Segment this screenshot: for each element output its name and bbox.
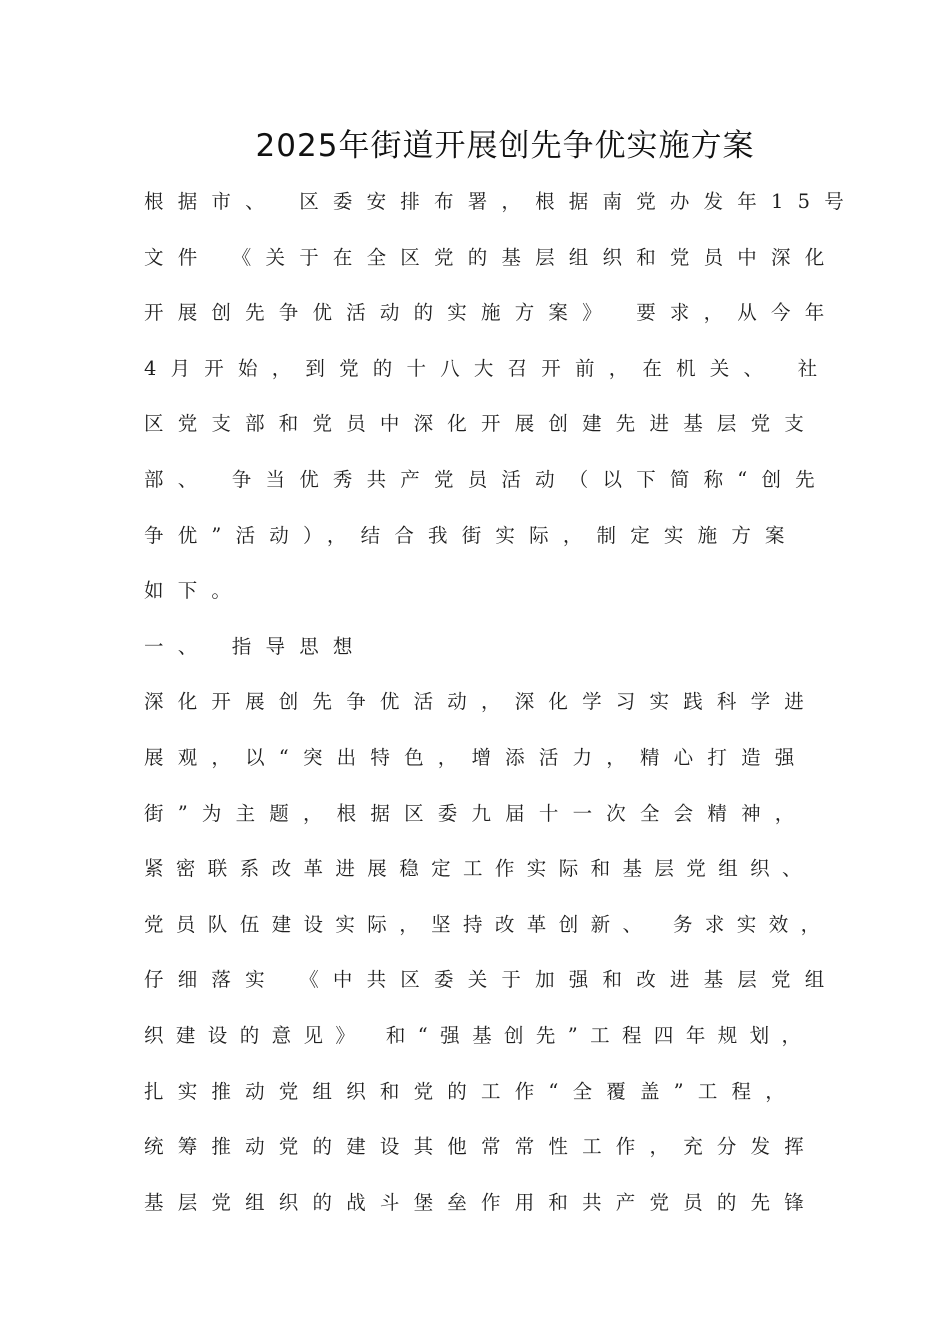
body-line: 统筹推动党的建设其他常常性工作，充分发挥 (144, 1135, 819, 1159)
body-line: 扎实推动党组织和党的工作“全覆盖”工程， (144, 1079, 799, 1103)
body-line: 织建设的意见》 和“强基创先”工程四年规划， (144, 1023, 814, 1047)
body-line: 部、 争当优秀共产党员活动（以下简称“创先 (144, 467, 829, 491)
body-line: 党员队伍建设实际，坚持改革创新、 务求实效， (144, 912, 833, 936)
body-line: 如下。 (144, 579, 246, 603)
body-line: 文件 《关于在全区党的基层组织和党员中深化 (144, 245, 839, 269)
body-line: 开展创先争优活动的实施方案》 要求，从今年 (144, 301, 839, 325)
document-title: 2025年街道开展创先争优实施方案 (255, 128, 755, 164)
body-line: 根据市、 区委安排布署，根据南党办发年15号 (144, 190, 858, 213)
body-line: 基层党组织的战斗堡垒作用和共产党员的先锋 (144, 1190, 819, 1214)
body-line: 4月开始，到党的十八大召开前，在机关、 社 (144, 356, 832, 380)
body-line: 仔细落实 《中共区委关于加强和改进基层党组 (144, 968, 839, 992)
document-body (144, 182, 858, 1238)
body-line: 争优”活动），结合我街实际，制定实施方案 (144, 523, 799, 547)
body-line: 深化开展创先争优活动，深化学习实践科学进 (144, 690, 819, 714)
body-line: 紧密联系改革进展稳定工作实际和基层党组织、 (144, 857, 814, 881)
body-line: 街”为主题，根据区委九届十一次全会精神， (144, 801, 809, 825)
body-line: 区党支部和党员中深化开展创建先进基层党支 (144, 412, 819, 436)
section-heading: 一、 指导思想 (144, 634, 367, 658)
body-line: 展观，以“突出特色，增添活力，精心打造强 (144, 745, 809, 769)
